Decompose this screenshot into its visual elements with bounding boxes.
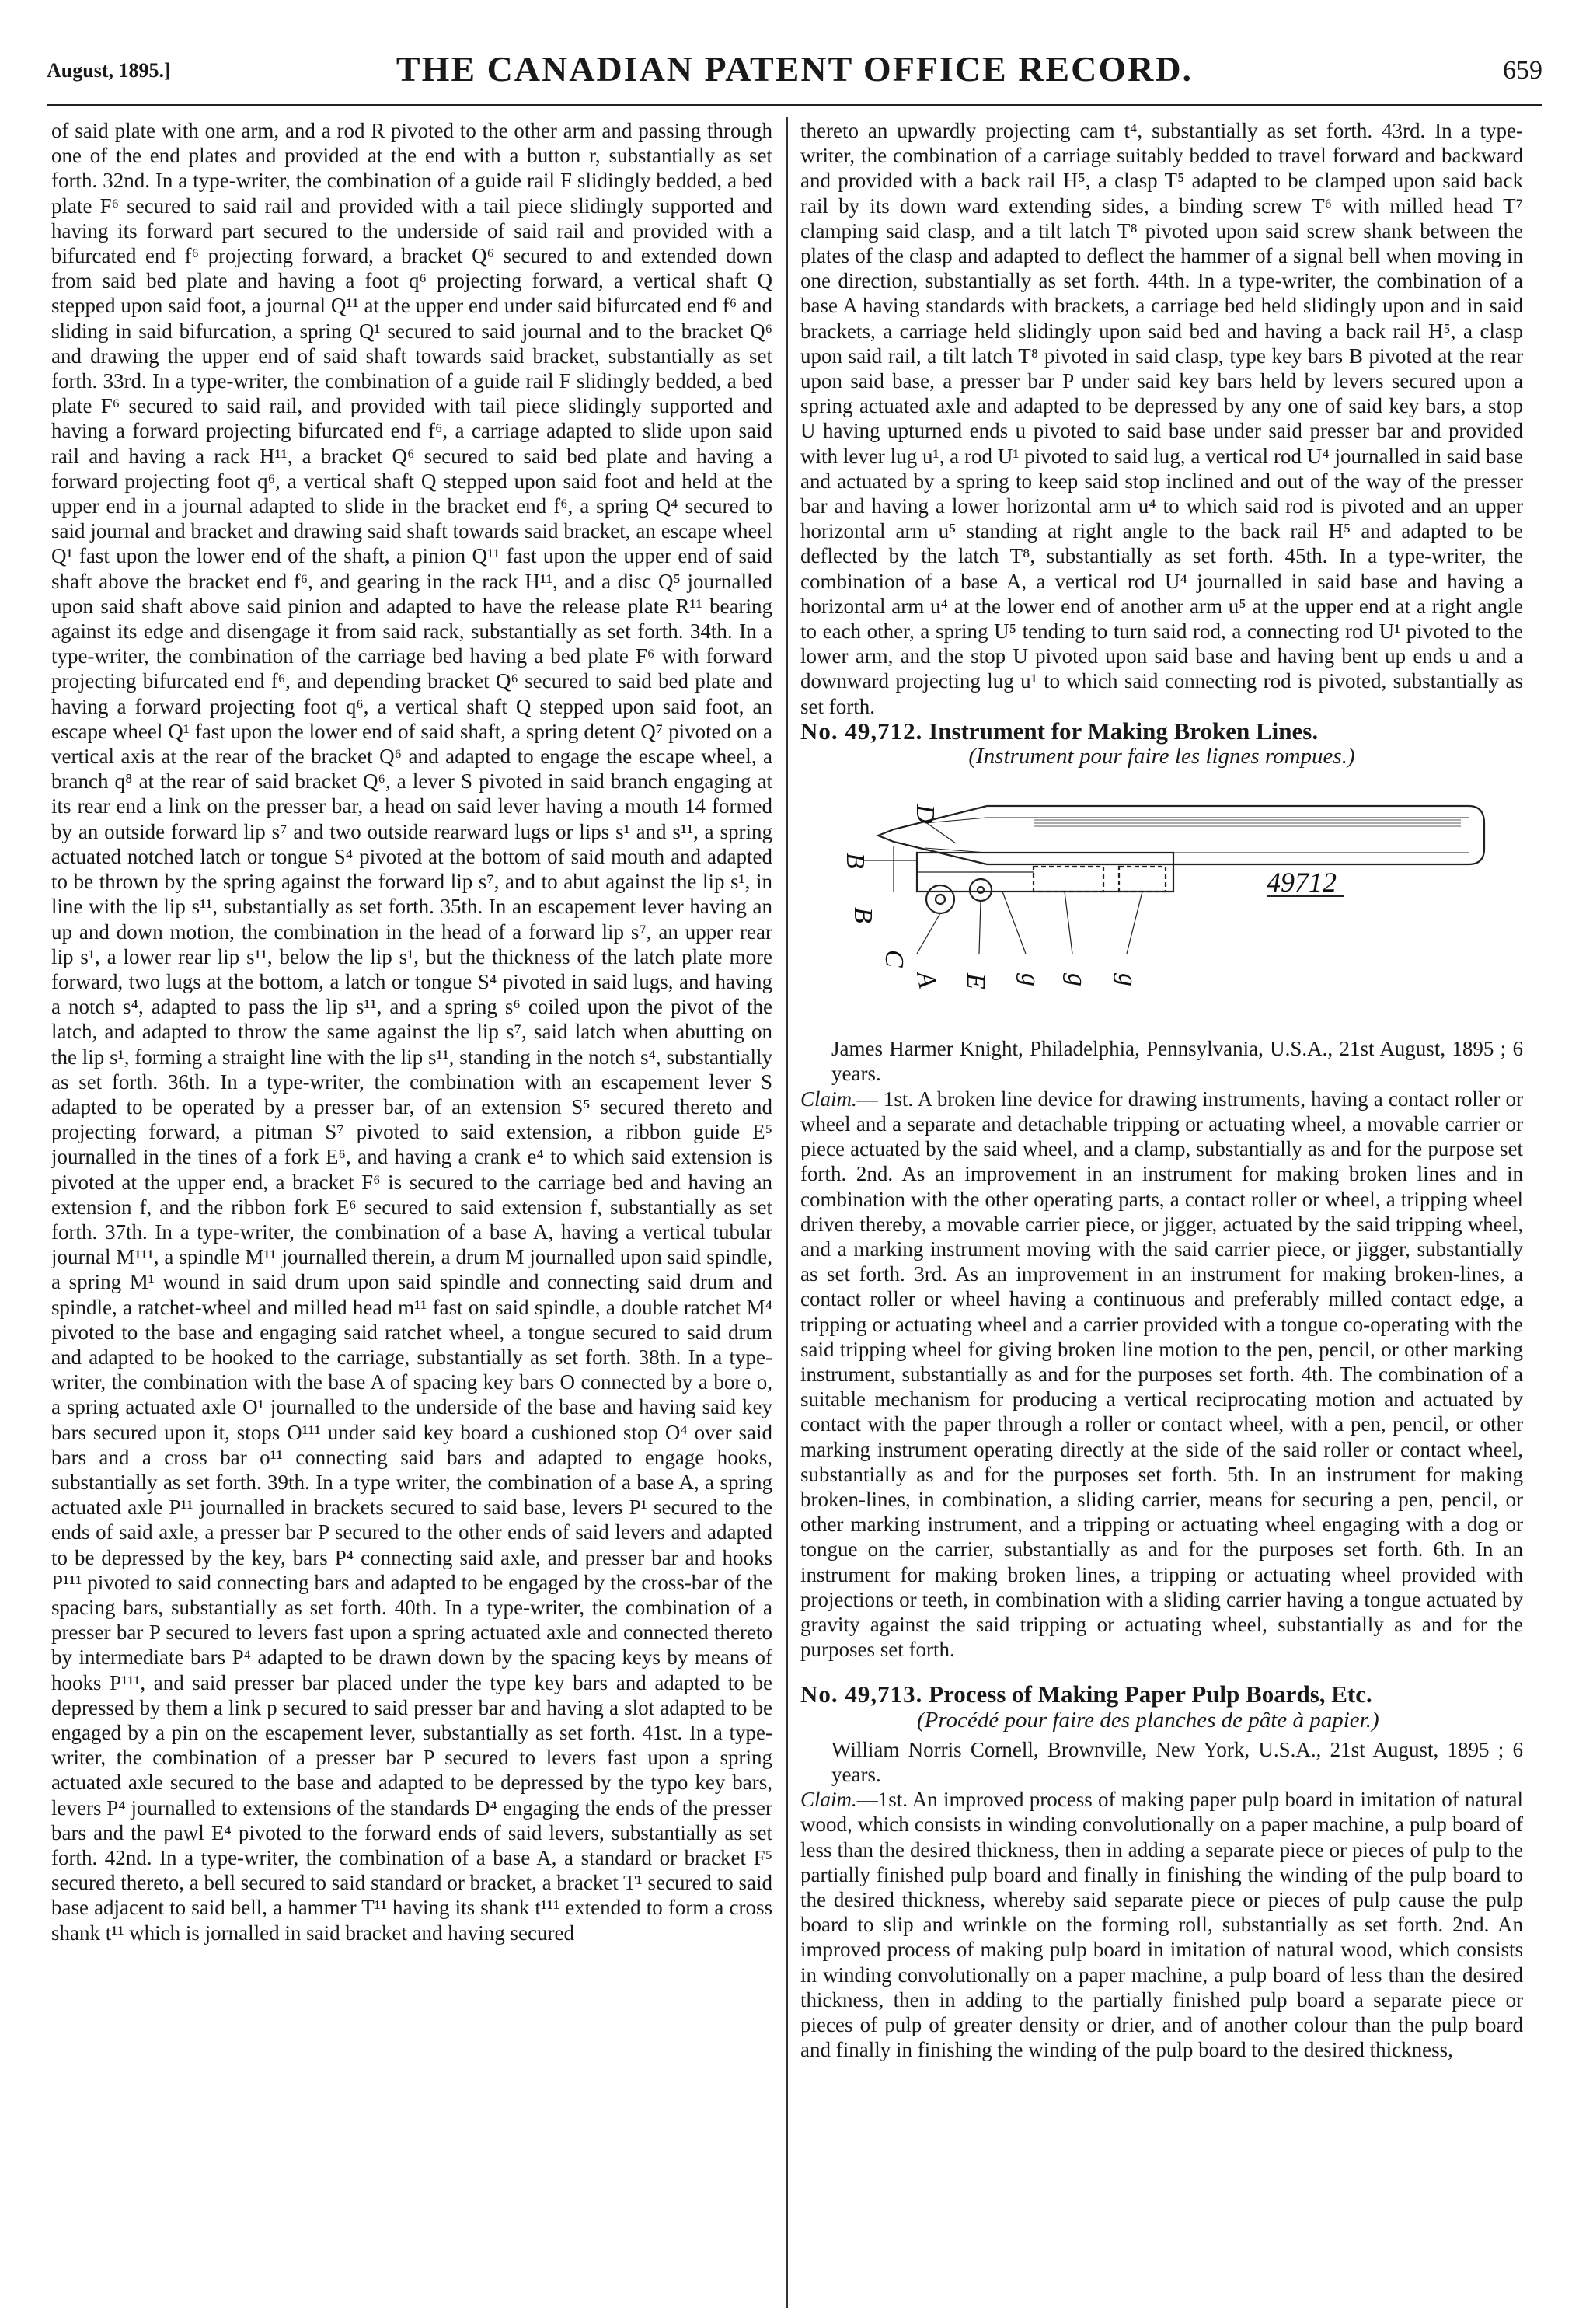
claim-label: Claim. [800,1788,857,1812]
header-page-number: 659 [1503,56,1542,85]
header-date: August, 1895.] [47,59,171,82]
tripping-wheel [970,879,992,901]
entry-claims [800,1787,1523,2062]
label-g1: g [1016,973,1044,987]
entry-heading [800,719,1523,744]
label-c: C [880,950,908,968]
entry-number: No. 49,713. [800,1680,923,1708]
entry-number: No. 49,712. [800,717,923,745]
entry-title: Process of Making Paper Pulp Boards, Etc. [929,1680,1372,1708]
pen-barrel [987,806,1484,864]
claim-text: —1st. An improved process of making paper pulp board in imitation of natural wood, which consists in winding convolutionally on a paper machine, a pulp board of less than the desired thickness, then in adding a separate piece or pieces of pulp to the partially finished pulp board and finally in finishing the winding of the pulp board to the desired thickness, whereby said separate piece or pieces of pulp cause the pulp board to slip and wrinkle on the forming roll, substantially as set forth. 2nd. An improved process of making pulp board in imitation of natural wood, which consists in winding convolutionally on a paper machine, a pulp board of less than the desired thickness, then in adding to the partially finished pulp board a separate piece or pieces of pulp of greater density or drier, and of another colour than the pulp board and finally in finishing the winding of the pulp board to the desired thickness, [800,1788,1523,2062]
entry-french-title: (Instrument pour faire les lignes rompues.) [968,744,1355,769]
contact-wheel [926,885,954,913]
entry-title: Instrument for Making Broken Lines. [929,717,1319,745]
header-title: THE CANADIAN PATENT OFFICE RECORD. [396,49,1194,89]
claim-label: Claim. [800,1087,857,1111]
page-header [47,48,1542,103]
patent-entry-49712 [800,719,1523,1662]
figure-patent-label: 49712 [1267,867,1337,899]
patent-entry-49713 [800,1682,1523,2062]
right-column-continuation: thereto an upwardly projecting cam t⁴, substantially as set forth. 43rd. In a type-writer, the combination of a carriage suitably bedded to travel forward and backward and provided with a back rail H⁵, a clasp T⁵ adapted to be clamped upon said back rail by its down ward extending sides, a binding screw T⁶ with milled head T⁷ clamping said clasp, and a tilt latch T⁸ pivoted upon said screw shank between the plates of the clasp and adapted to deflect the hammer of a signal bell when moving in one direction, substantially as set forth. 44th. In a type-writer, the combination of a base A having standards with brackets, a carriage bed held slidingly upon and in said brackets, a carriage held slidingly upon said bed and having a back rail H⁵, a clasp upon said rail, a tilt latch T⁸ pivoted in said clasp, type key bars B pivoted at the rear upon said base, a presser bar P under said key bars held by levers secured upon a spring actuated axle and adapted to be depressed by any one of said key bars, a stop U having upturned ends u pivoted to said base under said presser bar and provided with lever lug u¹, a rod U¹ pivoted to said lug, a vertical rod U⁴ journalled in said base and actuated by a spring to keep said stop inclined and out of the way of the presser bar and having a lower horizontal arm u⁴ to which said rod is pivoted and an upper horizontal arm u⁵ standing at right angle to the back rail H⁵ and adapted to be deflected by the latch T⁸, substantially as set forth. 45th. In a type-writer, the combination of a base A, a vertical rod U⁴ journalled in said base and having a horizontal arm u⁴ at the lower end of another arm u⁵ at the upper end at a right angle to each other, a spring U⁵ tending to turn said rod, a connecting rod U¹ pivoted to the lower arm, and the stop U pivoted upon said base and having bent up ends u and a downward projecting lug u¹ to which said connecting rod is pivoted, substantially as set forth. [800,119,1523,718]
claim-text: — 1st. A broken line device for drawing instruments, having a contact roller or wheel and a separate and detachable tripping or actuating wheel, a movable carrier or piece actuated by the said wheel, and a clamp, substantially as and for the purpose set forth. 2nd. As an improvement in an instrument for making broken lines and in combination with the other operating parts, a contact roller or wheel, a tripping wheel driven thereby, a movable carrier piece, or jigger, actuated by the said tripping wheel, and a marking instrument moving with the said carrier piece, or jigger, substantially as set forth. 3rd. As an improvement in an instrument for making broken-lines, a contact roller or wheel having a continuous and preferably milled contact edge, a tripping or actuating wheel and a carrier provided with a tongue co-operating with the said tripping wheel for giving broken line motion to the pen, pencil, or other marking instrument, substantially as and for the purposes set forth. 4th. The combination of a suitable mechanism for producing a vertical reciprocating motion and actuated by contact with the paper through a roller or contact wheel, with a pen, pencil, or other marking instrument operating directly at the side of the said roller or contact wheel, substantially as and for the purposes set forth. 5th. In an instrument for making broken-lines, in combination, a sliding carrier, means for securing a pen, pencil, or other marking instrument, and a tripping or actuating wheel engaging with a dog or tongue on the carrier, substantially as and for the purposes set forth. 6th. In an instrument for making broken lines, a tripping or actuating wheel provided with projections or teeth, in combination with a sliding carrier having a tongue actuated by gravity against the said tripping or actuating wheel, substantially as and for the purposes set forth. [800,1087,1523,1662]
instrument-drawing [800,775,1523,1031]
label-d: D [911,804,939,824]
entry-french-title: (Procédé pour faire des planches de pâte à papier.) [917,1707,1379,1733]
label-g3: g [1113,973,1142,987]
label-a: A [911,969,943,991]
left-column [51,118,772,1945]
entry-claims [800,1087,1523,1663]
instrument-drawing-svg [800,775,1523,1031]
label-b-upper: B [841,853,870,870]
entry-heading [800,1682,1523,1707]
header-rule [47,104,1542,106]
label-g2: g [1062,973,1091,987]
right-column [800,118,1523,2062]
entry-inventor: James Harmer Knight, Philadelphia, Pennsylvania, U.S.A., 21st August, 1895 ; 6 years. [831,1037,1523,1086]
label-e: E [961,973,990,990]
entry-inventor: William Norris Cornell, Brownville, New York, U.S.A., 21st August, 1895 ; 6 years. [831,1737,1523,1786]
label-b: B [849,907,877,924]
left-column-text: of said plate with one arm, and a rod R pivoted to the other arm and passing through one of the end plates and provided at the end with a button r, substantially as set forth. 32nd. In a type-writer, the combination of a guide rail F slidingly bedded, a bed plate F⁶ secured to said rail and provided with a tail piece slidingly supported and having its forward part secured to the underside of said rail and provided with a bifurcated end f⁶ projecting forward, a bracket Q⁶ secured to and extended down from said bed plate and having a foot q⁶ projecting forward, a vertical shaft Q stepped upon said foot, a journal Q¹¹ at the upper end under said bifurcated end f⁶ and sliding in said bifurcation, a spring Q¹ secured to said journal and to the bracket Q⁶ and drawing the upper end of said shaft towards said bracket, substantially as set forth. 33rd. In a type-writer, the combination of a guide rail F slidingly bedded, a bed plate F⁶ secured to said rail, and provided with tail piece slidingly supported and having a forward projecting bifurcated end f⁶, a carriage adapted to slide upon said rail and having a rack H¹¹, a bracket Q⁶ secured to said bed plate and having a forward projecting foot q⁶, a vertical shaft Q stepped upon said foot and held at the upper end in a journal adapted to slide in the bracket end f⁶, a spring Q⁴ secured to said journal and bracket and drawing said shaft towards said bracket, an escape wheel Q¹ fast upon the lower end of the shaft, a pinion Q¹¹ fast upon the upper end of said shaft above the bracket end f⁶, and gearing in the rack H¹¹, and a disc Q⁵ journalled upon said shaft above said pinion and adapted to have the release plate R¹¹ bearing against its edge and disengage it from said rack, substantially as set forth. 34th. In a type-writer, the combination of the carriage bed having a bed plate F⁶ with forward projecting bifurcated end f⁶, and depending bracket Q⁶ secured to said bed plate and having a forward projecting foot q⁶, a vertical shaft Q stepped upon said foot, an escape wheel Q¹ fast upon the lower end of said shaft, a spring detent Q⁷ pivoted on a vertical axis at the rear of the bracket Q⁶ and adapted to engage the escape wheel, a branch q⁸ at the rear of said bracket Q⁶, a lever S pivoted in said branch engaging at its rear end a link on the presser bar, a head on said lever having a mouth 14 formed by an outside forward lip s⁷ and two outside rearward lugs or lips s¹ and s¹¹, a spring actuated notched latch or tongue S⁴ pivoted at the bottom of said mouth and adapted to be thrown by the spring against the forward lip s⁷, and to abut against the lip s¹, in line with the lip s¹¹, substantially as set forth. 35th. In an escapement lever having an up and down motion, the combination in the head of a forward lip s⁷, an upper rear lip s¹, a lower rear lip s¹¹, below the lip s¹, but the thickness of the latch plate more forward, two lugs at the bottom, a latch or tongue S⁴ pivoted in said lugs, and having a notch s⁴, adapted to pass the lip s¹¹, and a spring s⁶ coiled upon the pivot of the latch, and adapted to throw the same against the lip s⁷, said latch when abutting on the lip s¹, forming a straight line with the lip s¹¹, standing in the notch s⁴, substantially as set forth. 36th. In a type-writer, the combination with an escapement lever S adapted to be operated by a presser bar, of an extension S⁵ secured thereto and projecting forward, a pitman S⁷ pivoted to said extension, a ribbon guide E⁵ journalled in the tines of a fork E⁶, and having a crank e⁴ to which said extension is pivoted at the upper end, a bracket F⁶ is secured to the carriage bed and having an extension f, and the ribbon fork E⁶ secured to said extension f, substantially as set forth. 37th. In a type-writer, the combination of a base A, having a vertical tubular journal M¹¹¹, a spindle M¹¹ journalled therein, a drum M journalled upon said spindle, a spring M¹ wound in said drum upon said spindle and connecting said drum and spindle, a ratchet-wheel and milled head m¹¹ fast on said spindle, a double ratchet M⁴ pivoted to the base and engaging said ratchet wheel, a tongue secured to said drum and adapted to be hooked to the carriage, substantially as set forth. 38th. In a type-writer, the combination with the base A of spacing key bars O connected by a bore o, a spring actuated axle O¹ journalled to the underside of the base and having said key bars secured upon it, stops O¹¹¹ under said key board a cushioned stop O⁴ over said bars and a cross bar o¹¹ connecting said bars and adapted to engage hooks, substantially as set forth. 39th. In a type writer, the combination of a base A, a spring actuated axle P¹¹ journalled in brackets secured to said base, levers P¹ secured to the ends of said axle, a presser bar P secured to the other ends of said levers and adapted to be depressed by the key, bars P⁴ connecting said axle, and presser bar and hooks P¹¹¹ pivoted to said connecting bars and adapted to be engaged by the cross-bar of the spacing bars, substantially as set forth. 40th. In a type-writer, the combination of a presser bar P secured to levers fast upon a spring actuated axle and connected thereto by intermediate bars P⁴ adapted to be drawn down by the spacing keys by means of hooks P¹¹¹, and said presser bar placed under the type key bars and adapted to be depressed by them a link p secured to said presser bar and having a slot adapted to be engaged by a pin on the escapement lever, substantially as set forth. 41st. In a type-writer, the combination of a presser bar P secured to levers fast upon a spring actuated axle secured to the base and adapted to be depressed by the typo key bars, levers P⁴ journalled to extensions of the standards D⁴ engaging the ends of the presser bars and the pawl E⁴ pivoted to the forward ends of said levers, substantially as set forth. 42nd. In a type-writer, the combination of a base A, a standard or bracket F⁵ secured thereto, a bell secured to said standard or bracket, a bracket T¹ secured to said base adjacent to said bell, a hammer T¹¹ having its shank t¹¹¹ extended to form a cross shank t¹¹ which is jornalled in said bracket and having secured [51,119,772,1945]
column-divider [786,117,788,2308]
